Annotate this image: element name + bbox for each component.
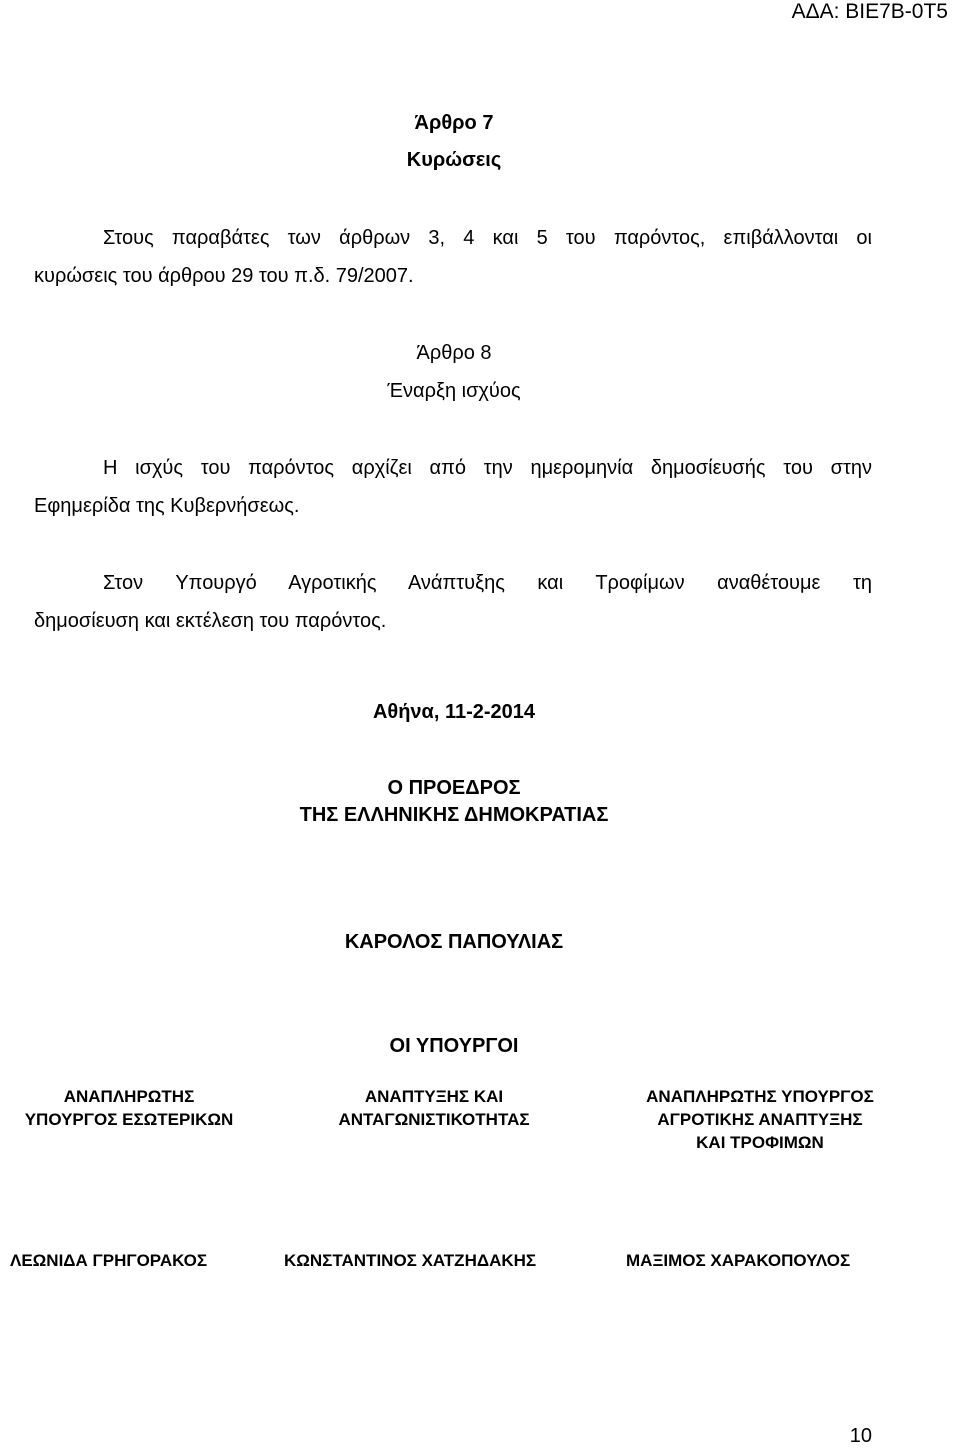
page-number: 10 — [849, 1425, 872, 1447]
minister-title-3 — [614, 1085, 906, 1154]
minister-title-line: ΑΓΡΟΤΙΚΗΣ ΑΝΑΠΤΥΞΗΣ — [657, 1110, 863, 1129]
minister-name-2: ΚΩΝΣΤΑΝΤΙΝΟΣ ΧΑΤΖΗΔΑΚΗΣ — [284, 1251, 537, 1270]
minister-title-2 — [304, 1085, 564, 1131]
minister-title-1 — [0, 1085, 258, 1131]
president-name: ΚΑΡΟΛΟΣ ΠΑΠΟΥΛΙΑΣ — [344, 931, 564, 953]
article-7-heading: Άρθρο 7 — [414, 112, 494, 134]
assignment-text-line-1: Στον Υπουργό Αγροτικής Ανάπτυξης και Τροφίμων αναθέτουμε τη — [103, 572, 872, 594]
minister-title-line: ΚΑΙ ΤΡΟΦΙΜΩΝ — [696, 1133, 824, 1152]
article-8-text-line-2: Εφημερίδα της Κυβερνήσεως. — [34, 495, 300, 517]
minister-title-line: ΑΝΤΑΓΩΝΙΣΤΙΚΟΤΗΤΑΣ — [338, 1110, 530, 1129]
article-7-text-line-2: κυρώσεις του άρθρου 29 του π.δ. 79/2007. — [34, 265, 414, 287]
minister-title-line: ΥΠΟΥΡΓΟΣ ΕΣΩΤΕΡΙΚΩΝ — [24, 1110, 234, 1129]
article-7-text-line-1: Στους παραβάτες των άρθρων 3, 4 και 5 του παρόντος, επιβάλλονται οι — [103, 227, 872, 249]
minister-title-line: ΑΝΑΠΛΗΡΩΤΗΣ ΥΠΟΥΡΓΟΣ — [646, 1087, 874, 1106]
president-title-line-2: ΤΗΣ ΕΛΛΗΝΙΚΗΣ ΔΗΜΟΚΡΑΤΙΑΣ — [299, 804, 609, 826]
minister-name-3: ΜΑΞΙΜΟΣ ΧΑΡΑΚΟΠΟΥΛΟΣ — [626, 1251, 851, 1270]
article-8-text-line-1: Η ισχύς του παρόντος αρχίζει από την ημερομηνία δημοσίευσής του στην — [103, 457, 872, 479]
article-8-title: Έναρξη ισχύος — [387, 380, 521, 402]
minister-title-line: ΑΝΑΠΛΗΡΩΤΗΣ — [63, 1087, 195, 1106]
assignment-text-line-2: δημοσίευση και εκτέλεση του παρόντος. — [34, 610, 387, 632]
article-8-heading: Άρθρο 8 — [416, 342, 492, 364]
ada-code: ΑΔΑ: ΒΙΕ7Β-0Τ5 — [791, 0, 948, 23]
article-7-title: Κυρώσεις — [406, 149, 502, 171]
ministers-heading: ΟΙ ΥΠΟΥΡΓΟΙ — [389, 1035, 519, 1057]
minister-name-1: ΛΕΩΝΙΔΑ ΓΡΗΓΟΡΑΚΟΣ — [10, 1251, 208, 1270]
minister-title-line: ΑΝΑΠΤΥΞΗΣ ΚΑΙ — [364, 1087, 504, 1106]
president-title-line-1: Ο ΠΡΟΕΔΡΟΣ — [387, 777, 521, 799]
place-date: Αθήνα, 11-2-2014 — [372, 701, 536, 723]
